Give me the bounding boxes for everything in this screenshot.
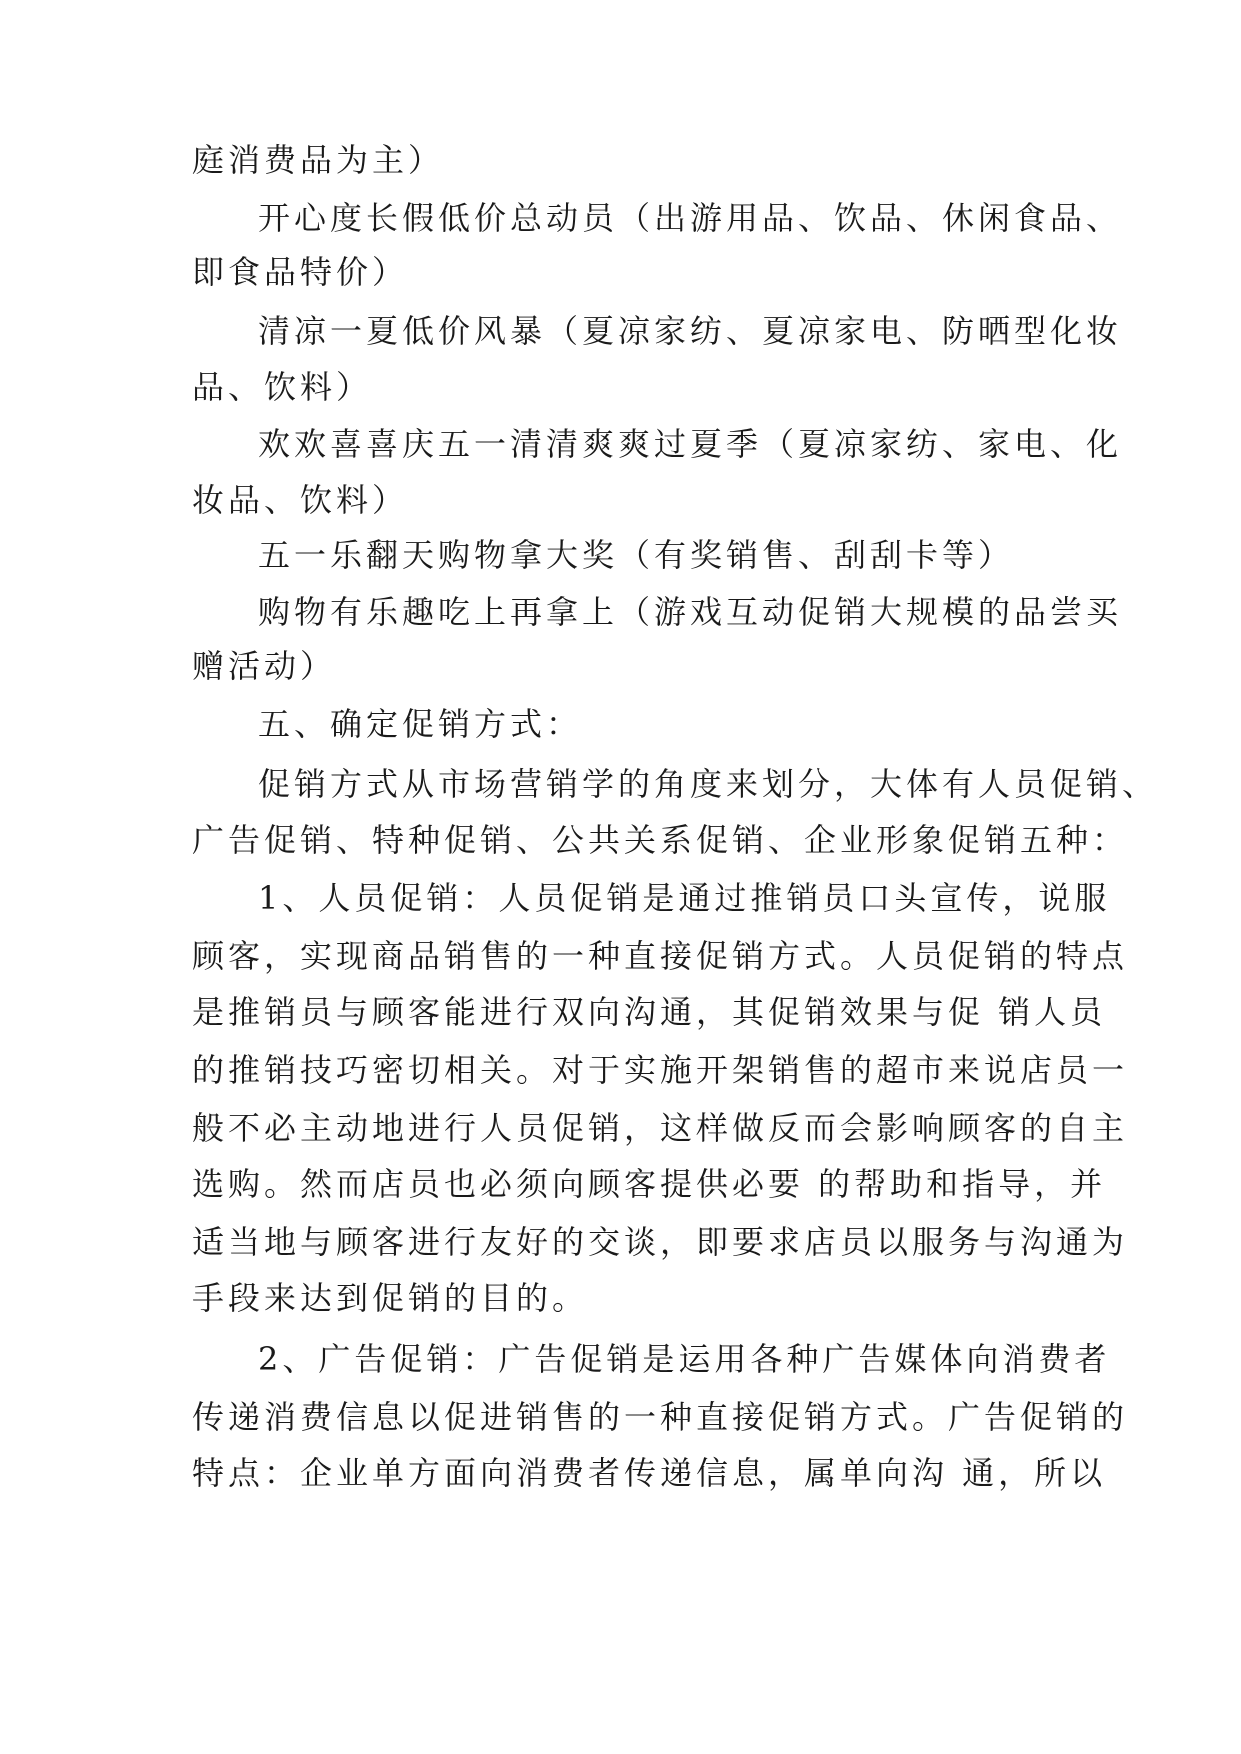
text-line: 赠活动）	[192, 647, 337, 685]
text-line: 传递消费信息以促进销售的一种直接促销方式。广告促销的	[192, 1398, 1129, 1436]
text-line: 适当地与顾客进行友好的交谈，即要求店员以服务与沟通为	[192, 1223, 1129, 1261]
text-line: 2、广告促销：广告促销是运用各种广告媒体向消费者	[258, 1340, 1111, 1378]
text-line: 即食品特价）	[192, 253, 409, 291]
text-line: 选购。然而店员也必须向顾客提供必要 的帮助和指导，并	[192, 1165, 1107, 1203]
text-line: 手段来达到促销的目的。	[192, 1279, 589, 1317]
section-heading: 五、确定促销方式：	[258, 705, 583, 743]
text-line: 1、人员促销：人员促销是通过推销员口头宣传，说服	[258, 879, 1111, 917]
text-line: 顾客，实现商品销售的一种直接促销方式。人员促销的特点	[192, 937, 1129, 975]
text-line: 特点：企业单方面向消费者传递信息，属单向沟 通，所以	[192, 1454, 1107, 1492]
text-line: 欢欢喜喜庆五一清清爽爽过夏季（夏凉家纺、家电、化	[258, 425, 1123, 463]
text-line: 购物有乐趣吃上再拿上（游戏互动促销大规模的品尝买	[258, 593, 1123, 631]
text-line: 开心度长假低价总动员（出游用品、饮品、休闲食品、	[258, 199, 1123, 237]
text-line: 是推销员与顾客能进行双向沟通，其促销效果与促 销人员	[192, 993, 1107, 1031]
text-line: 妆品、饮料）	[192, 481, 409, 519]
text-line: 清凉一夏低价风暴（夏凉家纺、夏凉家电、防晒型化妆	[258, 312, 1123, 350]
text-line: 的推销技巧密切相关。对于实施开架销售的超市来说店员一	[192, 1051, 1129, 1089]
text-line: 广告促销、特种促销、公共关系促销、企业形象促销五种：	[192, 821, 1129, 859]
text-line: 品、饮料）	[192, 368, 373, 406]
text-line: 般不必主动地进行人员促销，这样做反而会影响顾客的自主	[192, 1109, 1129, 1147]
text-line: 庭消费品为主）	[192, 141, 445, 179]
text-line: 五一乐翻天购物拿大奖（有奖销售、刮刮卡等）	[258, 536, 1015, 574]
text-line: 促销方式从市场营销学的角度来划分，大体有人员促销、	[258, 765, 1159, 803]
